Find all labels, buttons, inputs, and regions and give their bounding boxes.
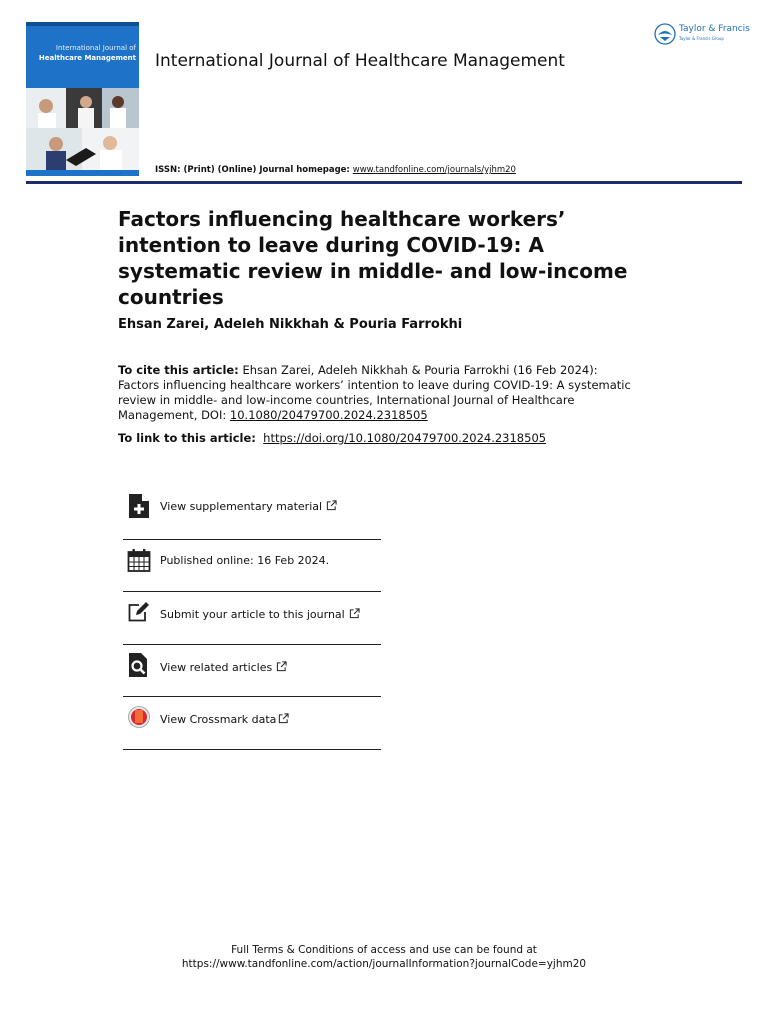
issn-homepage-line <box>155 165 516 175</box>
journal-homepage-link[interactable]: www.tandfonline.com/journals/yjhm20 <box>352 165 516 175</box>
article-link-block <box>118 431 638 446</box>
crossmark-label: View Crossmark data <box>160 713 277 726</box>
related-articles-label: View related articles <box>160 661 273 674</box>
crossmark-link[interactable] <box>160 713 289 726</box>
supplementary-material-link[interactable] <box>160 500 337 513</box>
cover-title-line2: Healthcare Management <box>38 54 136 62</box>
issn-label: ISSN: (Print) (Online) Journal homepage: <box>155 165 353 175</box>
external-link-icon <box>326 500 337 511</box>
external-link-icon <box>276 661 287 672</box>
cite-text: Ehsan Zarei, Adeleh Nikkhah & Pouria Farrokhi (16 Feb 2024): Factors influencing healthcare workers’ intention to leave during COVID-19: A systematic review in middle- and low-income countries, International Journal of Healthcare Management, DOI: <box>118 363 631 422</box>
publisher-subtitle: Taylor & Francis Group <box>679 36 724 41</box>
related-articles-row[interactable] <box>123 653 381 705</box>
divider <box>123 696 381 697</box>
cite-label: To cite this article: <box>118 363 239 377</box>
submit-article-label: Submit your article to this journal <box>160 608 345 621</box>
search-document-icon <box>127 653 151 677</box>
article-doi-url-link[interactable]: https://doi.org/10.1080/20479700.2024.2318505 <box>263 431 547 445</box>
citation-block <box>118 363 638 423</box>
edit-icon <box>127 600 151 624</box>
cover-title-line1: International Journal of <box>55 44 136 52</box>
crossmark-icon <box>127 706 151 734</box>
journal-cover-image <box>26 22 139 176</box>
publisher-name: Taylor & Francis <box>679 24 750 34</box>
submit-article-link[interactable] <box>160 608 360 621</box>
article-title: Factors influencing healthcare workers’ intention to leave during COVID-19: A systematic review in middle- and low-income countries <box>118 207 628 309</box>
footer-terms-line: Full Terms & Conditions of access and use can be found at <box>231 944 537 956</box>
divider <box>123 644 381 645</box>
doi-link[interactable]: 10.1080/20479700.2024.2318505 <box>229 408 428 422</box>
external-link-icon <box>349 608 360 619</box>
article-authors: Ehsan Zarei, Adeleh Nikkhah & Pouria Farrokhi <box>118 317 463 332</box>
published-online-row <box>123 548 381 600</box>
footer-terms-url[interactable]: https://www.tandfonline.com/action/journalInformation?journalCode=yjhm20 <box>181 958 587 970</box>
divider <box>123 749 381 750</box>
calendar-icon <box>127 548 151 572</box>
supplementary-label: View supplementary material <box>160 500 323 513</box>
crossmark-row[interactable] <box>123 706 381 758</box>
external-link-icon <box>278 713 289 724</box>
cover-photo <box>26 88 139 170</box>
related-articles-link[interactable] <box>160 661 287 674</box>
document-plus-icon <box>127 494 151 518</box>
journal-title: International Journal of Healthcare Management <box>155 51 565 71</box>
published-online-text: Published online: 16 Feb 2024. <box>160 554 330 567</box>
divider <box>123 591 381 592</box>
divider <box>123 539 381 540</box>
link-label: To link to this article: <box>118 431 256 445</box>
footer <box>0 943 768 971</box>
header-rule <box>26 181 742 184</box>
